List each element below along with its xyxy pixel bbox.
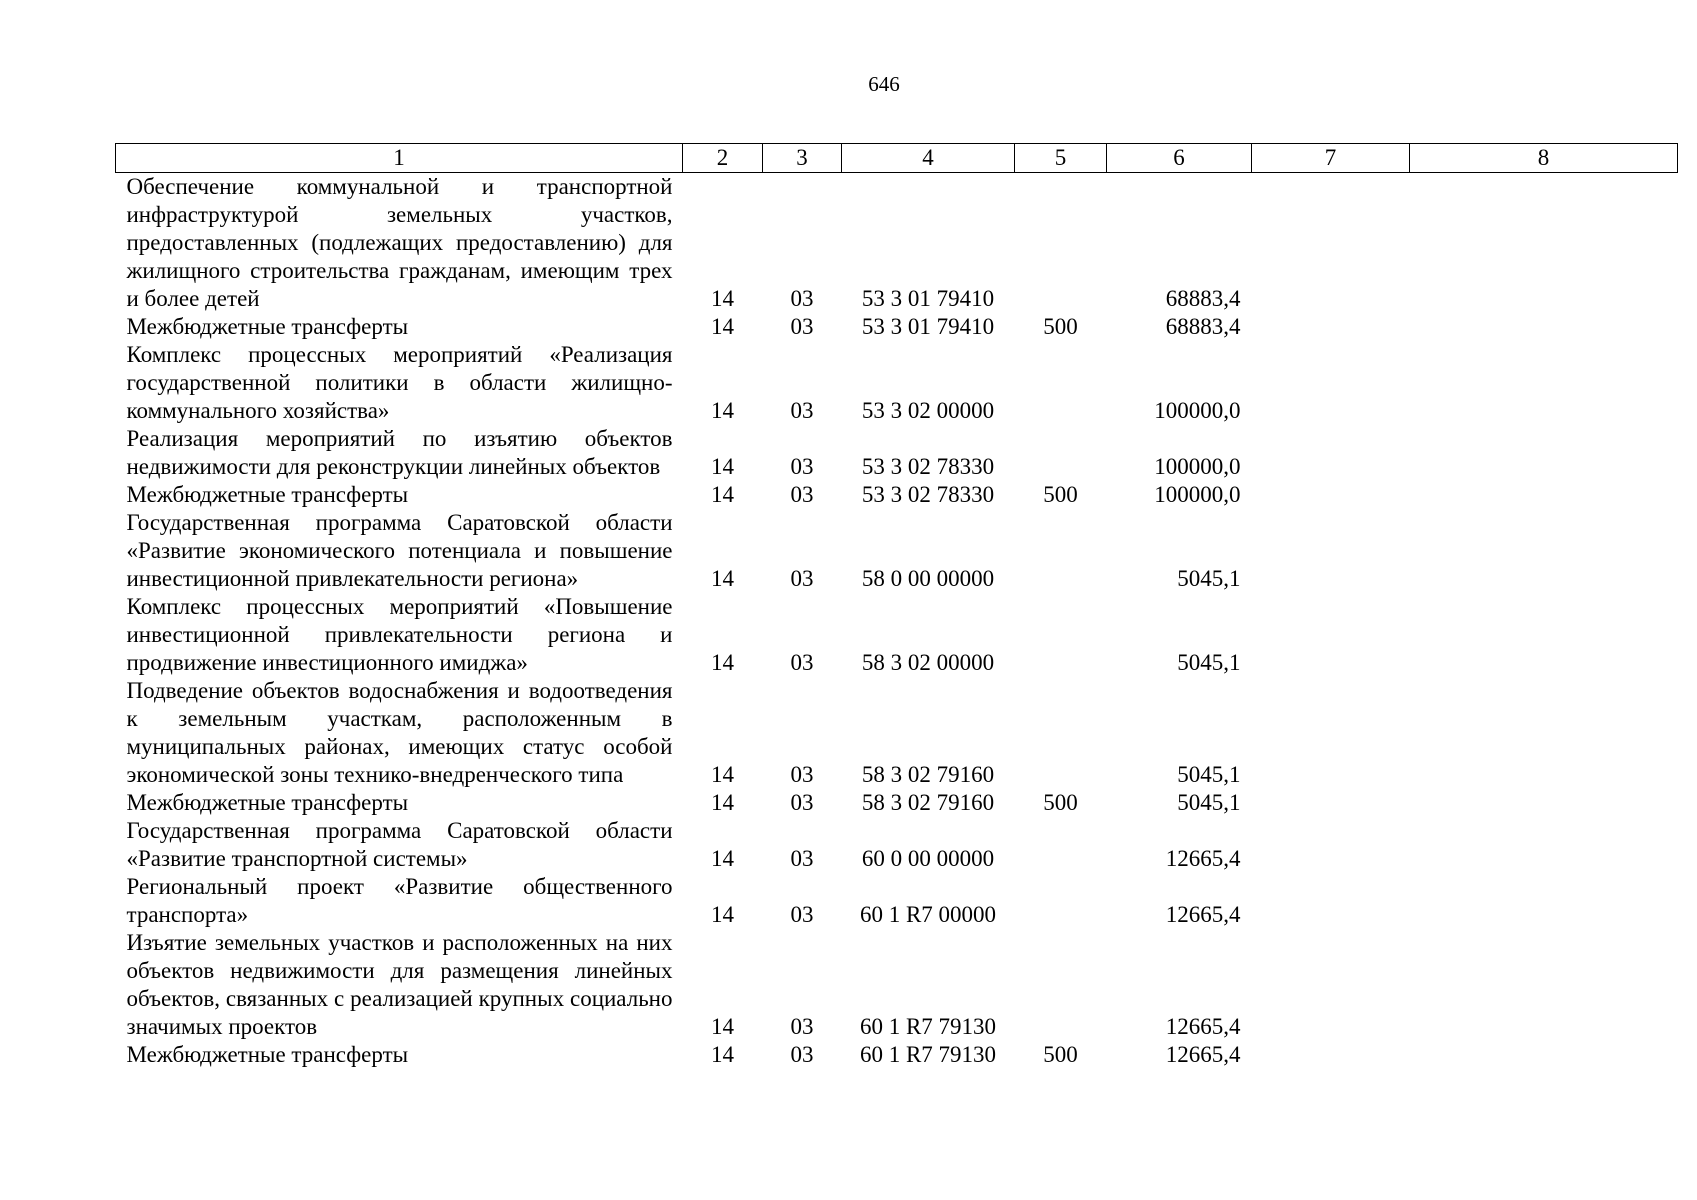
row-col8-cell	[1410, 593, 1678, 677]
row-col8-cell	[1410, 1041, 1678, 1069]
row-col7-cell	[1252, 873, 1410, 929]
row-section-cell: 14	[711, 1042, 734, 1067]
row-section-cell: 14	[711, 762, 734, 787]
column-header-2: 2	[683, 144, 763, 173]
row-section-cell: 14	[711, 846, 734, 871]
row-subsection-cell: 03	[790, 1014, 814, 1039]
row-target-article-cell: 58 3 02 00000	[861, 650, 995, 675]
row-expense-type-cell	[1015, 873, 1107, 929]
row-col8-cell	[1410, 789, 1678, 817]
row-name-cell: Межбюджетные трансферты	[126, 790, 409, 815]
row-subsection-cell: 03	[790, 846, 814, 871]
table-row	[116, 1041, 1678, 1069]
row-subsection-cell: 03	[790, 454, 814, 479]
row-expense-type-cell: 500	[1043, 482, 1078, 507]
row-amount-cell: 100000,0	[1154, 454, 1241, 479]
row-target-article-cell: 58 3 02 79160	[861, 762, 995, 787]
row-col7-cell	[1252, 817, 1410, 873]
row-expense-type-cell	[1015, 929, 1107, 1041]
row-col7-cell	[1252, 173, 1410, 314]
table-row	[116, 817, 1678, 873]
table-row	[116, 341, 1678, 425]
row-expense-type-cell	[1015, 509, 1107, 593]
row-col7-cell	[1252, 1041, 1410, 1069]
row-section-cell: 14	[711, 1014, 734, 1039]
row-col8-cell	[1410, 677, 1678, 789]
row-name-cell: Комплекс процессных мероприятий «Реализация государственной политики в области жилищно-коммунального хозяйства»	[126, 342, 673, 423]
table-body	[116, 173, 1678, 1070]
row-name-cell: Реализация мероприятий по изъятию объектов недвижимости для реконструкции линейных объектов	[126, 426, 673, 479]
row-section-cell: 14	[711, 286, 734, 311]
row-col7-cell	[1252, 929, 1410, 1041]
row-amount-cell: 68883,4	[1165, 286, 1241, 311]
row-expense-type-cell: 500	[1043, 314, 1078, 339]
row-expense-type-cell	[1015, 817, 1107, 873]
row-col8-cell	[1410, 313, 1678, 341]
column-header-8: 8	[1410, 144, 1678, 173]
row-col7-cell	[1252, 425, 1410, 481]
row-col8-cell	[1410, 341, 1678, 425]
row-section-cell: 14	[711, 398, 734, 423]
row-col7-cell	[1252, 593, 1410, 677]
row-name-cell: Государственная программа Саратовской области «Развитие транспортной системы»	[126, 818, 673, 871]
row-expense-type-cell	[1015, 173, 1107, 314]
row-subsection-cell: 03	[790, 790, 814, 815]
row-subsection-cell: 03	[790, 650, 814, 675]
row-subsection-cell: 03	[790, 762, 814, 787]
row-target-article-cell: 53 3 01 79410	[861, 314, 995, 339]
row-col7-cell	[1252, 677, 1410, 789]
row-col7-cell	[1252, 789, 1410, 817]
row-amount-cell: 5045,1	[1177, 566, 1241, 591]
row-subsection-cell: 03	[790, 314, 814, 339]
table-row	[116, 313, 1678, 341]
column-header-4: 4	[842, 144, 1015, 173]
table-row	[116, 677, 1678, 789]
row-name-cell: Межбюджетные трансферты	[126, 314, 409, 339]
row-amount-cell: 5045,1	[1177, 790, 1241, 815]
row-col8-cell	[1410, 873, 1678, 929]
column-header-6: 6	[1107, 144, 1252, 173]
row-amount-cell: 100000,0	[1154, 398, 1241, 423]
column-header-7: 7	[1252, 144, 1410, 173]
row-name-cell: Комплекс процессных мероприятий «Повышение инвестиционной привлекательности региона и продвижение инвестиционного имиджа»	[126, 594, 673, 675]
row-target-article-cell: 58 0 00 00000	[861, 566, 995, 591]
row-amount-cell: 12665,4	[1165, 846, 1241, 871]
row-name-cell: Региональный проект «Развитие общественного транспорта»	[126, 874, 673, 927]
row-target-article-cell: 53 3 02 78330	[861, 482, 995, 507]
table-row	[116, 593, 1678, 677]
row-subsection-cell: 03	[790, 902, 814, 927]
row-target-article-cell: 58 3 02 79160	[861, 790, 995, 815]
row-subsection-cell: 03	[790, 398, 814, 423]
column-header-5: 5	[1015, 144, 1107, 173]
row-expense-type-cell: 500	[1043, 790, 1078, 815]
row-section-cell: 14	[711, 566, 734, 591]
row-name-cell: Государственная программа Саратовской области «Развитие экономического потенциала и повышение инвестиционной привлекательности региона»	[126, 510, 673, 591]
row-target-article-cell: 53 3 01 79410	[861, 286, 995, 311]
row-target-article-cell: 60 0 00 00000	[861, 846, 995, 871]
row-section-cell: 14	[711, 454, 734, 479]
row-col8-cell	[1410, 929, 1678, 1041]
table-header	[116, 144, 1678, 173]
row-expense-type-cell	[1015, 425, 1107, 481]
column-header-1: 1	[116, 144, 683, 173]
table-row	[116, 873, 1678, 929]
column-header-3: 3	[763, 144, 842, 173]
row-target-article-cell: 53 3 02 00000	[861, 398, 995, 423]
row-expense-type-cell	[1015, 341, 1107, 425]
row-col7-cell	[1252, 313, 1410, 341]
page-number: 646	[868, 72, 900, 96]
row-target-article-cell: 60 1 R7 79130	[859, 1042, 997, 1067]
row-name-cell: Межбюджетные трансферты	[126, 1042, 409, 1067]
row-amount-cell: 100000,0	[1154, 482, 1241, 507]
row-expense-type-cell: 500	[1043, 1042, 1078, 1067]
row-amount-cell: 12665,4	[1165, 1014, 1241, 1039]
row-section-cell: 14	[711, 650, 734, 675]
row-col8-cell	[1410, 481, 1678, 509]
table-row	[116, 509, 1678, 593]
table-row	[116, 789, 1678, 817]
row-expense-type-cell	[1015, 593, 1107, 677]
table-row	[116, 173, 1678, 314]
row-col7-cell	[1252, 481, 1410, 509]
budget-table	[115, 143, 1678, 1069]
table-row	[116, 929, 1678, 1041]
row-section-cell: 14	[711, 482, 734, 507]
row-amount-cell: 12665,4	[1165, 902, 1241, 927]
row-subsection-cell: 03	[790, 1042, 814, 1067]
row-section-cell: 14	[711, 790, 734, 815]
row-name-cell: Подведение объектов водоснабжения и водоотведения к земельным участкам, расположенным в муниципальных районах, имеющих статус особой экономической зоны технико-внедренческого типа	[126, 678, 673, 787]
row-col8-cell	[1410, 817, 1678, 873]
row-name-cell: Обеспечение коммунальной и транспортной инфраструктурой земельных участков, предоставленных (подлежащих предоставлению) для жилищного строительства гражданам, имеющим трех и более детей	[126, 174, 673, 311]
row-subsection-cell: 03	[790, 566, 814, 591]
row-col7-cell	[1252, 341, 1410, 425]
row-amount-cell: 5045,1	[1177, 650, 1241, 675]
row-target-article-cell: 60 1 R7 00000	[859, 902, 997, 927]
row-target-article-cell: 60 1 R7 79130	[859, 1014, 997, 1039]
row-amount-cell: 68883,4	[1165, 314, 1241, 339]
row-col7-cell	[1252, 509, 1410, 593]
row-name-cell: Изъятие земельных участков и расположенных на них объектов недвижимости для размещения линейных объектов, связанных с реализацией крупных социально значимых проектов	[126, 930, 673, 1039]
table-row	[116, 425, 1678, 481]
row-target-article-cell: 53 3 02 78330	[861, 454, 995, 479]
row-name-cell: Межбюджетные трансферты	[126, 482, 409, 507]
row-subsection-cell: 03	[790, 482, 814, 507]
row-section-cell: 14	[711, 314, 734, 339]
header-row	[116, 144, 1678, 173]
row-section-cell: 14	[711, 902, 734, 927]
row-subsection-cell: 03	[790, 286, 814, 311]
row-amount-cell: 5045,1	[1177, 762, 1241, 787]
row-col8-cell	[1410, 173, 1678, 314]
table-row	[116, 481, 1678, 509]
row-amount-cell: 12665,4	[1165, 1042, 1241, 1067]
row-col8-cell	[1410, 425, 1678, 481]
row-expense-type-cell	[1015, 677, 1107, 789]
row-col8-cell	[1410, 509, 1678, 593]
